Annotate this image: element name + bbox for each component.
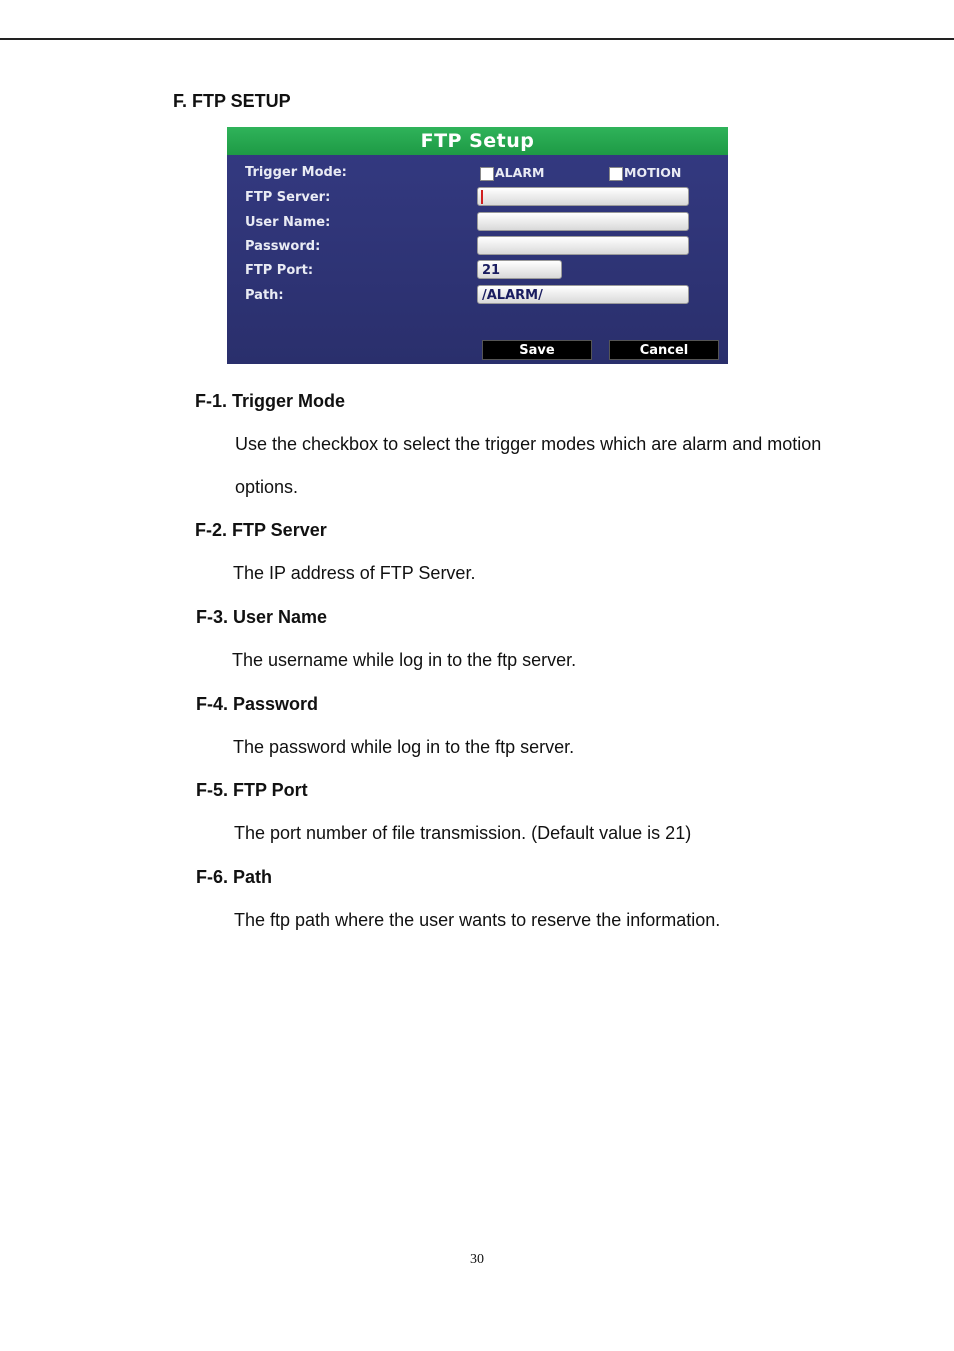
alarm-checkbox-label: ALARM — [495, 165, 545, 180]
ftp-server-input[interactable] — [477, 187, 689, 206]
desc-trigger-mode-line2: options. — [235, 477, 299, 497]
path-input[interactable]: /ALARM/ — [477, 285, 689, 304]
motion-checkbox[interactable] — [609, 167, 623, 181]
password-label: Password: — [245, 239, 321, 254]
cancel-button[interactable]: Cancel — [609, 340, 719, 360]
desc-ftp-server: The IP address of FTP Server. — [233, 563, 476, 583]
header-rule — [0, 38, 954, 40]
ftp-server-label: FTP Server: — [245, 190, 331, 205]
desc-ftp-port: The port number of file transmission. (Default value is 21) — [234, 823, 692, 843]
desc-trigger-mode-line1: Use the checkbox to select the trigger modes which are alarm and motion — [235, 434, 822, 454]
desc-path: The ftp path where the user wants to reserve the information. — [234, 910, 721, 930]
user-name-label: User Name: — [245, 215, 331, 230]
path-label: Path: — [245, 288, 284, 303]
heading-user-name: F-3. User Name — [196, 607, 328, 627]
heading-path: F-6. Path — [196, 867, 273, 887]
ftp-port-input[interactable]: 21 — [477, 260, 562, 279]
trigger-mode-label: Trigger Mode: — [245, 165, 347, 180]
save-button[interactable]: Save — [482, 340, 592, 360]
password-input[interactable] — [477, 236, 689, 255]
ftp-setup-dialog — [227, 127, 728, 364]
desc-user-name: The username while log in to the ftp server. — [232, 650, 577, 670]
user-name-input[interactable] — [477, 212, 689, 231]
ftp-port-label: FTP Port: — [245, 263, 314, 278]
page-number: 30 — [470, 1252, 484, 1267]
section-title: F. FTP SETUP — [173, 91, 291, 111]
heading-ftp-port: F-5. FTP Port — [196, 780, 308, 800]
motion-checkbox-label: MOTION — [624, 165, 682, 180]
alarm-checkbox[interactable] — [480, 167, 494, 181]
desc-password: The password while log in to the ftp server. — [233, 737, 575, 757]
heading-password: F-4. Password — [196, 694, 319, 714]
dialog-title: FTP Setup — [227, 127, 728, 155]
heading-trigger-mode: F-1. Trigger Mode — [195, 391, 346, 411]
heading-ftp-server: F-2. FTP Server — [195, 520, 327, 540]
text-cursor — [481, 190, 483, 204]
